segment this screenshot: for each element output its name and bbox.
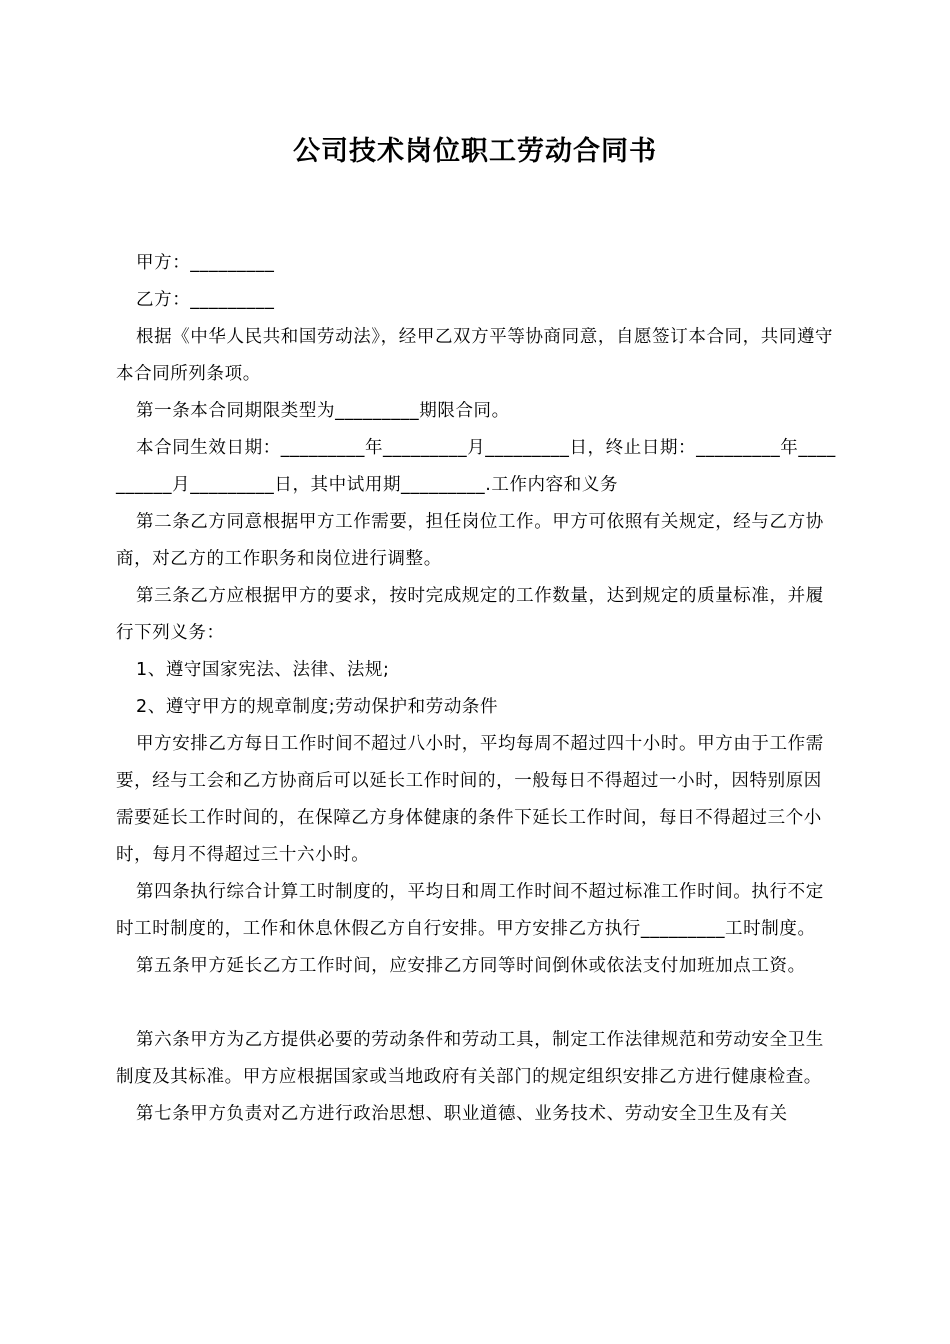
article-7: 第七条甲方负责对乙方进行政治思想、职业道德、业务技术、劳动安全卫生及有关	[136, 1104, 788, 1124]
preamble-paragraph: 根据《中华人民共和国劳动法》，经甲乙双方平等协商同意，自愿签订本合同，共同遵守本合同所列条项。	[116, 327, 834, 384]
document-title: 公司技术岗位职工劳动合同书	[293, 136, 657, 167]
party-b-line: 乙方：_________	[136, 290, 275, 310]
obligation-item-1: 1、遵守国家宪法、法律、法规;	[136, 660, 390, 680]
obligation-item-2: 2、遵守甲方的规章制度;劳动保护和劳动条件	[136, 697, 499, 717]
paragraph-gap	[116, 985, 838, 1022]
article-5: 第五条甲方延长乙方工作时间，应安排乙方同等时间倒休或依法支付加班加点工资。	[136, 956, 806, 976]
article-1: 第一条本合同期限类型为_________期限合同。	[136, 401, 510, 421]
article-3: 第三条乙方应根据甲方的要求，按时完成规定的工作数量，达到规定的质量标准，并履行下列义务：	[116, 586, 824, 643]
party-a-line: 甲方：_________	[136, 253, 275, 273]
effective-date-paragraph: 本合同生效日期：_________年_________月_________日，终止日期：_________年__________月_________日，其中试用期_________.工作内容和义务	[116, 438, 836, 495]
document-body	[116, 245, 838, 1133]
article-6: 第六条甲方为乙方提供必要的劳动条件和劳动工具，制定工作法律规范和劳动安全卫生制度及其标准。甲方应根据国家或当地政府有关部门的规定组织安排乙方进行健康检查。	[116, 1030, 824, 1087]
article-4: 第四条执行综合计算工时制度的，平均日和周工作时间不超过标准工作时间。执行不定时工时制度的，工作和休息休假乙方自行安排。甲方安排乙方执行_________工时制度。	[116, 882, 824, 939]
article-2: 第二条乙方同意根据甲方工作需要，担任岗位工作。甲方可依照有关规定，经与乙方协商，对乙方的工作职务和岗位进行调整。	[116, 512, 824, 569]
working-hours-paragraph: 甲方安排乙方每日工作时间不超过八小时，平均每周不超过四十小时。甲方由于工作需要，经与工会和乙方协商后可以延长工作时间的，一般每日不得超过一小时，因特别原因需要延长工作时间的，在保障乙方身体健康的条件下延长工作时间，每日不得超过三个小时，每月不得超过三十六小时。	[116, 734, 824, 865]
